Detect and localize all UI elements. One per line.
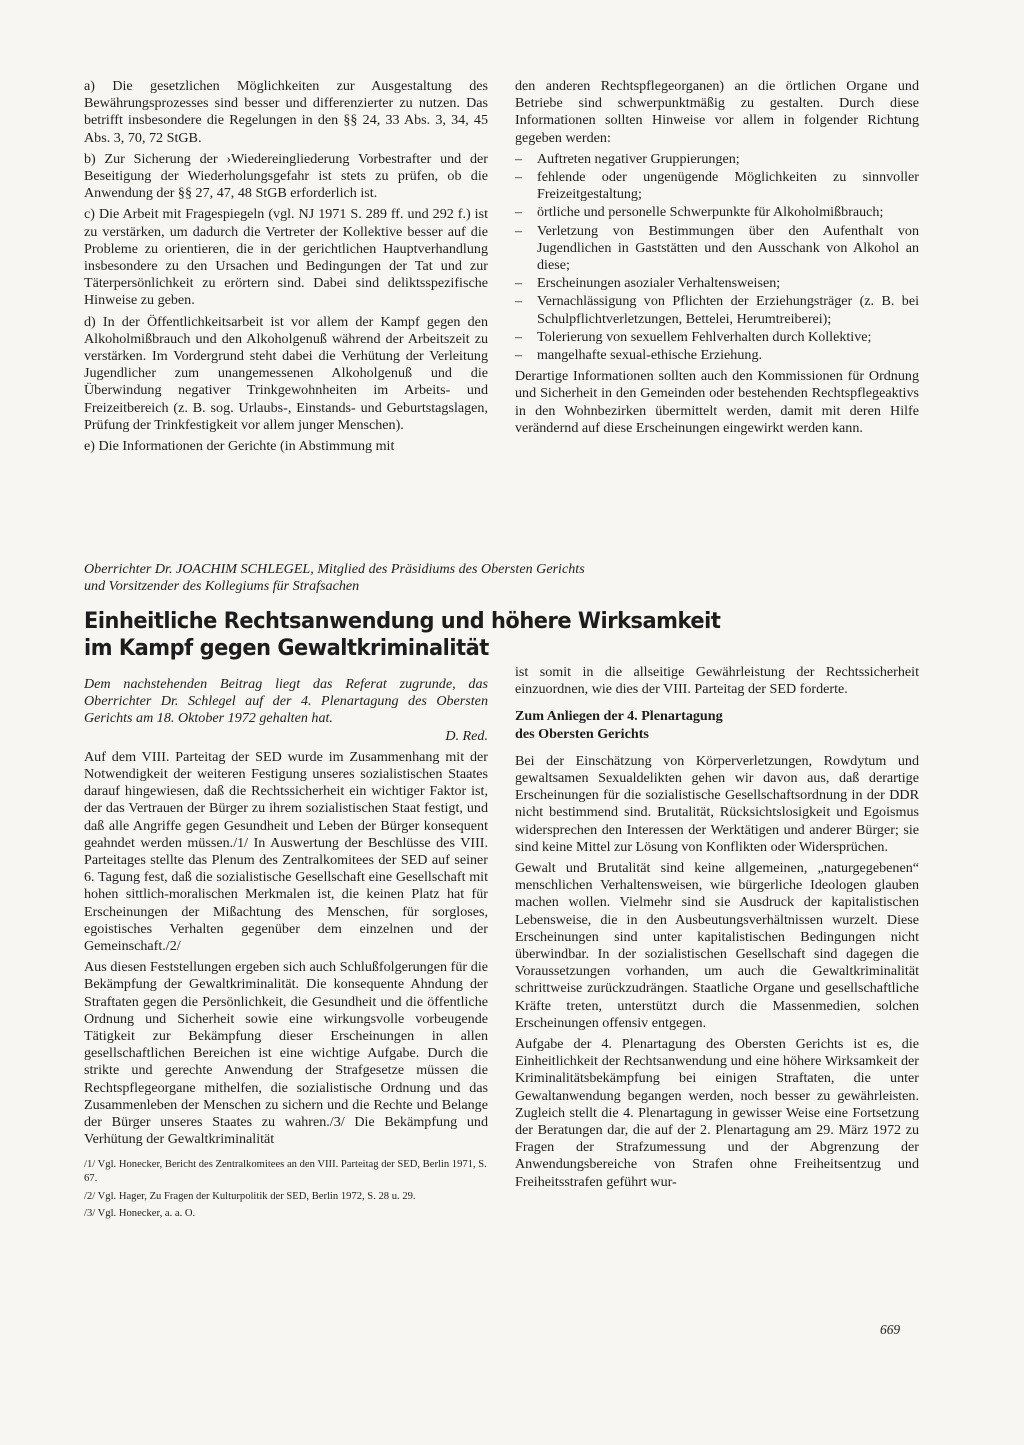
section-heading	[515, 708, 919, 742]
list-item: – örtliche und personelle Schwerpunkte für Alkoholmißbrauch;	[515, 204, 919, 221]
body-paragraph: Aufgabe der 4. Plenartagung des Obersten Gerichts ist es, die Einheitlichkeit der Rechtsanwendung und eine höhere Wirksamkeit der Kriminalitätsbekämpfung bei einigen Straftaten, die unter Gewaltanwendung begangen werden, noch besser zu gewährleisten. Zugleich stellt die 4. Plenartagung in gewisser Weise eine Fortsetzung der Beratungen dar, die auf der 2. Plenartagung am 29. März 1972 zu Fragen der Strafzumessung und der Abgrenzung der Anwendungsbereiche von Strafen ohne Freiheitsentzug und Freiheitsstrafen geführt wur-	[515, 1036, 919, 1190]
body-paragraph: Aus diesen Feststellungen ergeben sich auch Schlußfolgerungen für die Bekämpfung der Gewaltkriminalität. Die konsequente Ahndung der Straftaten gegen die Persönlichkeit, die Gesundheit und die öffentliche Ordnung und Sicherheit sowie eine wirkungsvolle vorbeugende Tätigkeit zur Bekämpfung dieser Erscheinungen in allen gesellschaftlichen Bereichen ist eine wichtige Aufgabe. Durch die strikte und gerechte Anwendung der Strafgesetze müssen die Rechtspflegeorgane mithelfen, die sozialistische Ordnung und das Zusammenleben der Menschen zu sichern und die Rechte und Belange der Bürger unseres Staates zu wahren./3/ Die Bekämpfung und Verhütung der Gewaltkriminalität	[84, 959, 488, 1148]
information-intro: den anderen Rechtspflegeorganen) an die örtlichen Organe und Betriebe sind schwerpunktmäßig zu gestalten. Durch diese Informationen sollten Hinweise vor allem in folgender Richtung gegeben werden:	[515, 78, 919, 146]
top-right-column	[515, 78, 919, 441]
list-item: – Erscheinungen asozialer Verhaltensweisen;	[515, 275, 919, 292]
article-title	[84, 608, 735, 662]
top-left-column	[84, 78, 488, 459]
lead-text: Dem nachstehenden Beitrag liegt das Referat zugrunde, das Oberrichter Dr. Schlegel auf der 4. Plenartagung des Obersten Gerichts am 18. Oktober 1972 gehalten hat.	[84, 676, 488, 727]
title-line-2: im Kampf gegen Gewaltkriminalität	[84, 635, 489, 661]
article-left-column	[84, 676, 488, 1225]
footnotes	[84, 1158, 488, 1220]
title-line-1: Einheitliche Rechtsanwendung und höhere Wirksamkeit	[84, 608, 721, 634]
paragraph-e: e) Die Informationen der Gerichte (in Abstimmung mit	[84, 438, 395, 455]
body-paragraph: Bei der Einschätzung von Körperverletzungen, Rowdytum und gewaltsamen Sexualdelikten gehen wir davon aus, daß derartige Erscheinungen für die sozialistische Gesellschaftsordnung in der DDR nicht bestimmend sind. Brutalität, Rücksichtslosigkeit und Egoismus widersprechen den Interessen der Werktätigen und anderer Bürger; sie sind keine Mittel zur Lösung von Konflikten oder Widersprüchen.	[515, 752, 919, 855]
information-list	[515, 151, 919, 364]
editorial-signature: D. Red.	[445, 727, 488, 744]
body-paragraph: ist somit in die allseitige Gewährleistung der Rechtssicherheit einzuordnen, wie dies der VIII. Parteitag der SED forderte.	[515, 664, 919, 698]
list-item: – Tolerierung von sexuellem Fehlverhalten durch Kollektive;	[515, 329, 919, 346]
paragraph-a: a) Die gesetzlichen Möglichkeiten zur Ausgestaltung des Bewährungsprozesses sind besser und differenzierter zu nutzen. Das betrifft insbesondere die Regelungen in den §§ 24, 33 Abs. 3, 34, 45 Abs. 3, 70, 72 StGB.	[84, 78, 488, 146]
page-number: 669	[880, 1322, 901, 1337]
list-item: – Verletzung von Bestimmungen über den Aufenthalt von Jugendlichen in Gaststätten und den Ausschank von Alkohol an diese;	[515, 223, 919, 275]
paragraph-d: d) In der Öffentlichkeitsarbeit ist vor allem der Kampf gegen den Alkoholmißbrauch und den Alkoholgenuß während der Arbeitszeit zu verstärken. Im Vordergrund steht dabei die Verhütung der Verleitung Jugendlicher zum unangemessenen Alkoholgenuß und die Überwindung negativer Trinkgewohnheiten im Arbeits- und Freizeitbereich (z. B. sog. Urlaubs-, Einstands- und Geburtstagslagen, Prüfung der Trinkfestigkeit vor allem junger Menschen).	[84, 313, 488, 433]
paragraph-b: b) Zur Sicherung der ›Wiedereingliederung Vorbestrafter und der Beseitigung der Wiederholungsgefahr ist stets zu prüfen, ob die Anwendung der §§ 27, 47, 48 StGB erforderlich ist.	[84, 150, 488, 202]
section-heading-line-2: des Obersten Gerichts	[515, 725, 649, 742]
editorial-lead	[84, 676, 488, 745]
body-paragraph: Gewalt und Brutalität sind keine allgemeinen, „naturgegebenen“ menschlichen Verhaltensweisen, wie bürgerliche Ideologen glauben machen wollen. Vielmehr sind sie Ausdruck der kapitalistischen Lebensweise, die in den Ausbeutungsverhältnissen wurzelt. Diese Erscheinungen sind unter kapitalistischen Bedingungen nicht überwindbar. In der sozialistischen Gesellschaft sind dagegen die Voraussetzungen vorhanden, um auch die Gewaltkriminalität schrittweise zurückzudrängen. Staatliche Organe und gesellschaftliche Kräfte treten, unterstützt durch die Massenmedien, solchen Erscheinungen offensiv entgegen.	[515, 860, 919, 1031]
section-heading-line-1: Zum Anliegen der 4. Plenartagung	[515, 708, 723, 725]
footnote: /2/ Vgl. Hager, Zu Fragen der Kulturpolitik der SED, Berlin 1972, S. 28 u. 29.	[84, 1190, 416, 1202]
article-author	[84, 561, 784, 595]
author-line-2: und Vorsitzender des Kollegiums für Strafsachen	[84, 578, 360, 595]
author-line-1: Oberrichter Dr. JOACHIM SCHLEGEL, Mitglied des Präsidiums des Obersten Gerichts	[84, 561, 585, 577]
body-paragraph: Auf dem VIII. Parteitag der SED wurde im Zusammenhang mit der Notwendigkeit der weiteren Festigung unseres sozialistischen Staates darauf hingewiesen, daß die Rechtssicherheit ein wichtiger Faktor ist, der das Vertrauen der Bürger zu ihrem sozialistischen Staat festigt, und daß alle Angriffe gegen Gesundheit und Leben der Bürger konsequent geahndet werden müssen./1/ In Auswertung der Beschlüsse des VIII. Parteitages stellte das Plenum des Zentralkomitees der SED auf seiner 6. Tagung fest, daß die sozialistische Gesellschaft eine Gesellschaft mit hohen sittlich-moralischen Merkmalen ist, die keinen Platz hat für Erscheinungen der Mißachtung des Menschen, für sorgloses, egoistisches Verhalten gegenüber dem einzelnen und der Gemeinschaft./2/	[84, 748, 488, 955]
list-item: – mangelhafte sexual-ethische Erziehung.	[515, 347, 919, 364]
footnote: /1/ Vgl. Honecker, Bericht des Zentralkomitees an den VIII. Parteitag der SED, Berlin 1971, S. 67.	[84, 1159, 487, 1185]
footnote: /3/ Vgl. Honecker, a. a. O.	[84, 1208, 196, 1220]
list-item: – Auftreten negativer Gruppierungen;	[515, 151, 919, 168]
list-item: – Vernachlässigung von Pflichten der Erziehungsträger (z. B. bei Schulpflichtverletzungen, Bettelei, Herumtreiberei);	[515, 293, 919, 327]
information-closing: Derartige Informationen sollten auch den Kommissionen für Ordnung und Sicherheit in den Gemeinden oder bestehenden Rechtspflegeaktivs in den Wohnbezirken übermittelt werden, damit mit deren Hilfe verändernd auf diese Erscheinungen eingewirkt werden kann.	[515, 368, 919, 436]
list-item: – fehlende oder ungenügende Möglichkeiten zu sinnvoller Freizeitgestaltung;	[515, 169, 919, 203]
paragraph-c: c) Die Arbeit mit Fragespiegeln (vgl. NJ 1971 S. 289 ff. und 292 f.) ist zu verstärken, um dadurch die Vertreter der Kollektive besser auf die Probleme zu orientieren, die in der gerichtlichen Hauptverhandlung insbesondere zu den Ursachen und Bedingungen der Tat und zur Täterpersönlichkeit zu erörtern sind. Dabei sind deliktsspezifische Hinweise zu geben.	[84, 206, 488, 309]
article-right-column	[515, 664, 919, 1195]
